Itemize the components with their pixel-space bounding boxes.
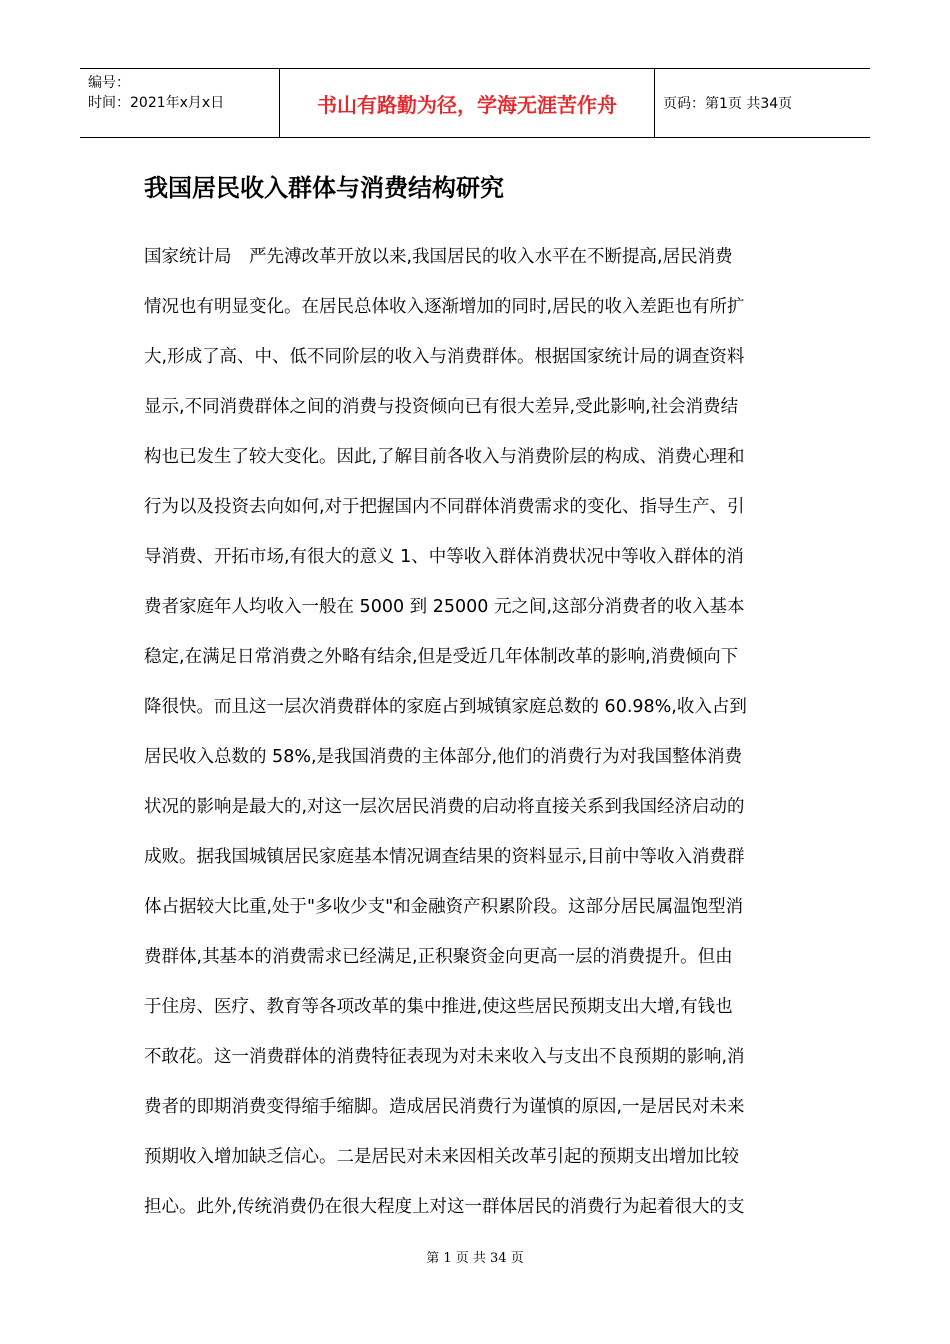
paragraph-line: 费群体,其基本的消费需求已经满足,正积聚资金向更高一层的消费提升。但由 — [144, 947, 733, 967]
paragraph-line: 状况的影响是最大的,对这一层次居民消费的启动将直接关系到我国经济启动的 — [144, 797, 745, 817]
paragraph-line: 构也已发生了较大变化。因此,了解目前各收入与消费阶层的构成、消费心理和 — [144, 447, 745, 467]
paragraph-line: 导消费、开拓市场,有很大的意义 1、中等收入群体消费状况中等收入群体的消 — [144, 547, 744, 567]
paragraph-line: 稳定,在满足日常消费之外略有结余,但是受近几年体制改革的影响,消费倾向下 — [144, 647, 739, 667]
paragraph-line: 大,形成了高、中、低不同阶层的收入与消费群体。根据国家统计局的调查资料 — [144, 347, 745, 367]
page-footer: 第 1 页 共 34 页 — [426, 1251, 524, 1266]
motto: 书山有路勤为径，学海无涯苦作舟 — [280, 69, 655, 137]
number-label: 编号： — [88, 75, 130, 91]
paragraph-line: 体占据较大比重,处于"多收少支"和金融资产积累阶段。这部分居民属温饱型消 — [144, 897, 744, 917]
paragraph-line: 居民收入总数的 58%,是我国消费的主体部分,他们的消费行为对我国整体消费 — [144, 747, 743, 767]
page-info: 页码：第1页 共34页 — [663, 96, 793, 112]
page-header — [80, 68, 870, 138]
body-text — [144, 237, 747, 1237]
paragraph-line: 情况也有明显变化。在居民总体收入逐渐增加的同时,居民的收入差距也有所扩 — [144, 297, 745, 317]
document-title: 我国居民收入群体与消费结构研究 — [144, 174, 504, 202]
paragraph-line: 费者家庭年人均收入一般在 5000 到 25000 元之间,这部分消费者的收入基本 — [144, 597, 745, 617]
time-label: 时间：2021年x月x日 — [88, 95, 225, 111]
paragraph-line: 费者的即期消费变得缩手缩脚。造成居民消费行为谨慎的原因,一是居民对未来 — [144, 1097, 745, 1117]
paragraph-line: 国家统计局 严先溥改革开放以来,我国居民的收入水平在不断提高,居民消费 — [144, 247, 733, 267]
paragraph-line: 降很快。而且这一层次消费群体的家庭占到城镇家庭总数的 60.98%,收入占到 — [144, 697, 747, 717]
paragraph-line: 行为以及投资去向如何,对于把握国内不同群体消费需求的变化、指导生产、引 — [144, 497, 745, 517]
paragraph-line: 成败。据我国城镇居民家庭基本情况调查结果的资料显示,目前中等收入消费群 — [144, 847, 745, 867]
header-meta — [80, 69, 280, 137]
paragraph-line: 显示,不同消费群体之间的消费与投资倾向已有很大差异,受此影响,社会消费结 — [144, 397, 739, 417]
paragraph-line: 于住房、医疗、教育等各项改革的集中推进,使这些居民预期支出大增,有钱也 — [144, 997, 733, 1017]
paragraph-line: 预期收入增加缺乏信心。二是居民对未来因相关改革引起的预期支出增加比较 — [144, 1147, 739, 1167]
paragraph-line: 担心。此外,传统消费仍在很大程度上对这一群体居民的消费行为起着很大的支 — [144, 1197, 745, 1217]
paragraph-line: 不敢花。这一消费群体的消费特征表现为对未来收入与支出不良预期的影响,消 — [144, 1047, 745, 1067]
